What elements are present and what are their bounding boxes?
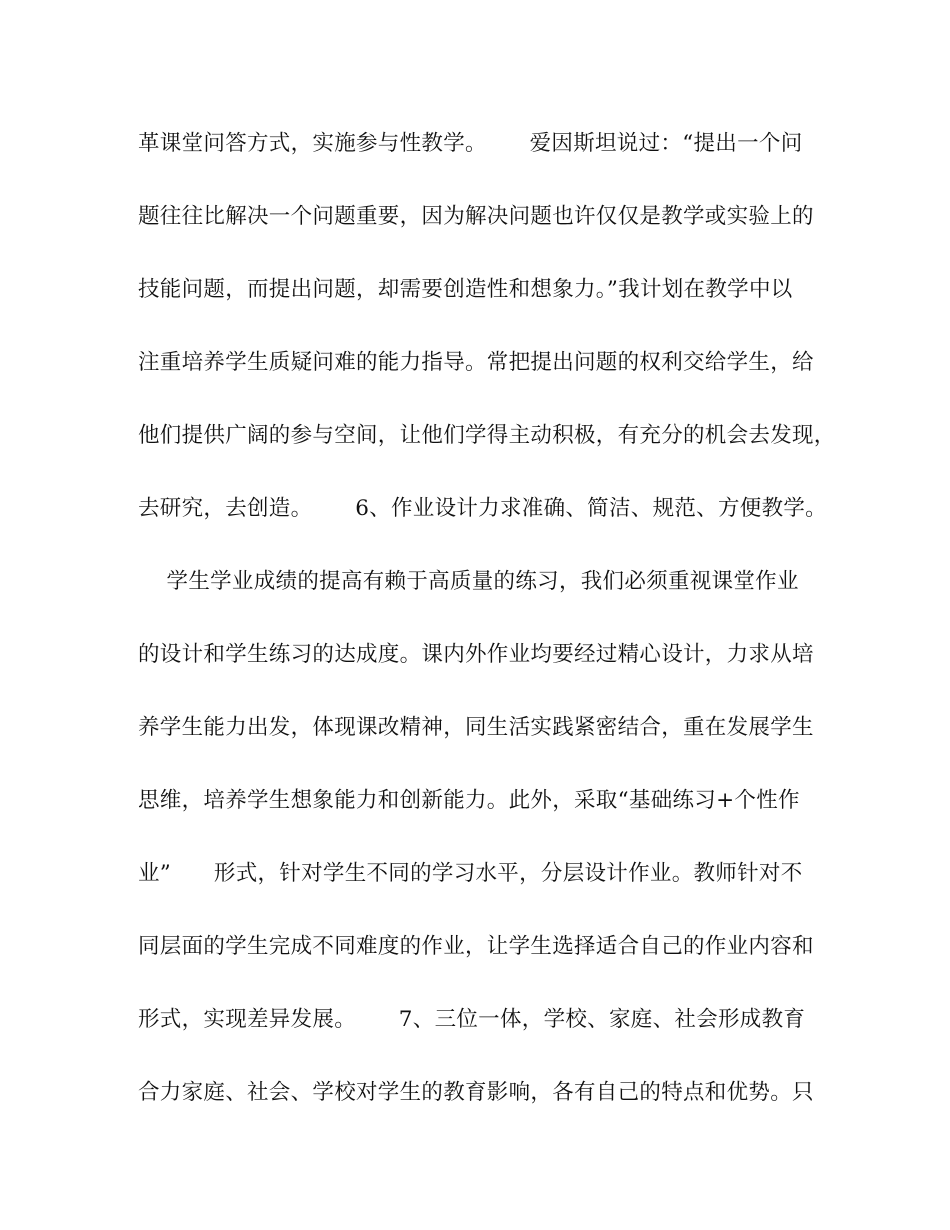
text-line: 合力家庭、社会、学校对学生的教育影响，各有自己的特点和优势。只 [138, 1080, 814, 1105]
text-line: 的设计和学生练习的达成度。课内外作业均要经过精心设计，力求从培 [138, 642, 814, 667]
text-line: 他们提供广阔的参与空间，让他们学得主动积极，有充分的机会去发现， [138, 423, 836, 448]
text-line: 去研究，去创造。 6、作业设计力求准确、简洁、规范、方便教学。 [138, 496, 827, 521]
text-line: 思维，培养学生想象能力和创新能力。此外，采取“基础练习+个性作 [138, 788, 800, 813]
text-line: 同层面的学生完成不同难度的作业，让学生选择适合自己的作业内容和 [138, 934, 814, 959]
text-line: 革课堂问答方式，实施参与性教学。 爱因斯坦说过：“提出一个问 [138, 131, 803, 156]
document-body [138, 124, 838, 1146]
text-line: 学生学业成绩的提高有赖于高质量的练习，我们必须重视课堂作业 [138, 569, 799, 594]
text-line: 养学生能力出发，体现课改精神，同生活实践紧密结合，重在发展学生 [138, 715, 814, 740]
text-line: 形式，实现差异发展。 7、三位一体，学校、家庭、社会形成教育 [138, 1007, 806, 1032]
text-line: 业” 形式，针对学生不同的学习水平，分层设计作业。教师针对不 [138, 861, 803, 886]
text-line: 技能问题，而提出问题，却需要创造性和想象力。”我计划在教学中以 [138, 277, 793, 302]
text-line: 注重培养学生质疑问难的能力指导。常把提出问题的权利交给学生，给 [138, 350, 814, 375]
text-line: 题往往比解决一个问题重要，因为解决问题也许仅仅是教学或实验上的 [138, 204, 814, 229]
